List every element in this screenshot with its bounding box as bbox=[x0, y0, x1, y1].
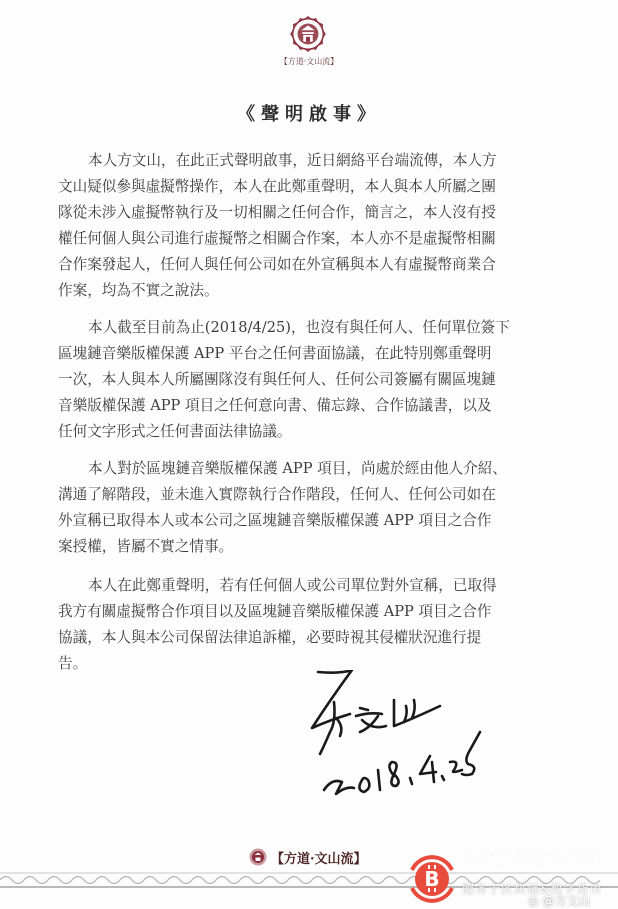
text-line: 權任何個人與公司進行虛擬幣之相關合作案，本人亦不是虛擬幣相關 bbox=[58, 230, 496, 247]
text-line: 隊從未涉入虛擬幣執行及一切相關之任何合作，簡言之，本人沒有授 bbox=[58, 204, 496, 221]
document-title: 《聲明啟事》 bbox=[237, 104, 381, 125]
text-line: 本人對於區塊鏈音樂版權保護 APP 項目，尚處於經由他人介紹、 bbox=[88, 460, 507, 477]
paragraph-4 bbox=[58, 573, 568, 677]
svg-text:B: B bbox=[424, 867, 440, 891]
text-line: 案授權，皆屬不實之情事。 bbox=[58, 538, 234, 555]
text-line: 本人方文山，在此正式聲明啟事，近日網絡平台端流傳，本人方 bbox=[88, 152, 497, 169]
paragraph-3 bbox=[58, 456, 568, 560]
text-line: 我方有關虛擬幣合作項目以及區塊鏈音樂版權保護 APP 項目之合作 bbox=[58, 603, 492, 620]
lotus-seal-logo-icon bbox=[289, 15, 327, 53]
weibo-watermark bbox=[528, 892, 590, 909]
text-line: 協議，本人與本公司保留法律追訴權，必要時視其侵權狀況進行提 bbox=[58, 629, 482, 646]
paragraph-2 bbox=[58, 315, 568, 445]
bitcoin-icon bbox=[406, 848, 458, 908]
text-line: 外宣稱已取得本人或本公司之區塊鏈音樂版權保護 APP 項目之合作 bbox=[58, 512, 492, 529]
lotus-seal-logo-icon bbox=[248, 847, 268, 867]
text-line: 區塊鏈音樂版權保護 APP 平台之任何書面協議，在此特別鄭重聲明 bbox=[58, 345, 492, 362]
weibo-handle: @方文山 bbox=[542, 894, 591, 908]
paragraph-1 bbox=[58, 148, 568, 304]
text-line: 告。 bbox=[58, 655, 88, 672]
text-line: 任何文字形式之任何書面法律協議。 bbox=[58, 423, 292, 440]
text-line: 合作案發起人，任何人與任何公司如在外宣稱與本人有虛擬幣商業合 bbox=[58, 256, 496, 273]
text-line: 作案，均為不實之說法。 bbox=[58, 282, 219, 299]
weibo-icon: ◎ bbox=[528, 894, 539, 908]
watermark-slogan: 服务于区块链&数字货币 bbox=[462, 882, 603, 896]
logo-caption: 【方道·文山流】 bbox=[279, 57, 339, 66]
text-line: 溝通了解階段，並未進入實際執行合作階段，任何人、任何公司如在 bbox=[58, 486, 496, 503]
text-line: 本人截至目前為止(2018/4/25)，也沒有與任何人、任何單位簽下 bbox=[88, 319, 510, 336]
handwritten-signature bbox=[290, 670, 500, 800]
text-line: 一次，本人與本人所屬團隊沒有與任何人、任何公司簽屬有關區塊鏈 bbox=[58, 371, 496, 388]
text-line: 本人在此鄭重聲明，若有任何個人或公司單位對外宣稱，已取得 bbox=[88, 577, 497, 594]
text-line: 音樂版權保護 APP 項目之任何意向書、備忘錄、合作協議書，以及 bbox=[58, 397, 492, 414]
footer-brand bbox=[248, 846, 367, 868]
footer-brand-text: 【方道·文山流】 bbox=[271, 851, 367, 867]
watermark-site: Bitcoin86.com bbox=[468, 848, 604, 869]
text-line: 文山疑似參與虛擬幣操作，本人在此鄭重聲明，本人與本人所屬之團 bbox=[58, 178, 496, 195]
